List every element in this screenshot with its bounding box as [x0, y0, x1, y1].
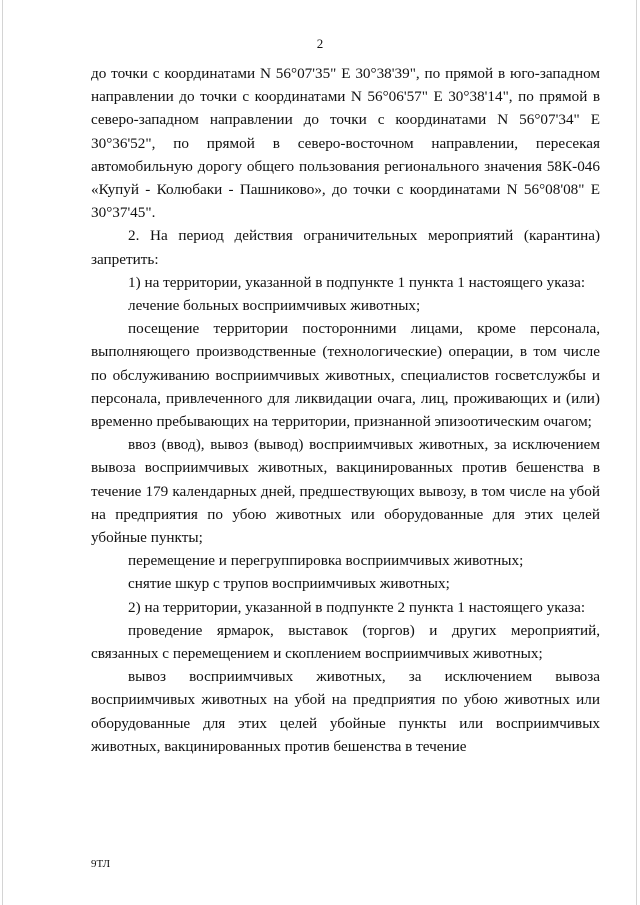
footer-code: 9ТЛ: [91, 858, 111, 870]
scan-edge-right: [636, 0, 637, 905]
paragraph-movement-ban: перемещение и перегруппировка восприимчивых животных;: [128, 552, 524, 570]
scan-edge-left: [2, 0, 3, 905]
paragraph-coordinates: до точки с координатами N 56°07'35" E 30°38'39", по прямой в юго-западном направлении до точки с координатами N 56°06'57" E 30°38'14", по прямой в северо-западном направлении до точки с координатами N 56°07'34" E 30°36'52", по прямой в северо-восточном направлении, пересекая автомобильную дорогу общего пользования регионального значения 58К-046 «Купуй - Колюбаки - Пашниково», до точки с координатами N 56°08'08" E 30°37'45".: [91, 65, 600, 222]
document-body: [91, 62, 600, 758]
paragraph-subitem-1: 1) на территории, указанной в подпункте 1 пункта 1 настоящего указа:: [128, 273, 586, 291]
page-number: 2: [316, 36, 324, 51]
paragraph-import-export-ban: ввоз (ввод), вывоз (вывод) восприимчивых животных, за исключением вывоза восприимчивых животных, вакцинированных против бешенства в течение 179 календарных дней, предшествующих вывозу, в том числе на убой на предприятия по убою животных или оборудованные для этих целей убойные пункты;: [91, 436, 600, 547]
paragraph-treatment-ban: лечение больных восприимчивых животных;: [128, 297, 421, 315]
paragraph-skinning-ban: снятие шкур с трупов восприимчивых животных;: [128, 575, 450, 593]
paragraph-export-ban: вывоз восприимчивых животных, за исключением вывоза восприимчивых животных на убой на предприятия по убою животных или оборудованные для этих целей убойные пункты или восприимчивых животных, вакцинированных против бешенства в течение: [91, 668, 600, 755]
paragraph-item-2-heading: 2. На период действия ограничительных мероприятий (карантина) запретить:: [91, 227, 600, 268]
paragraph-visit-ban: посещение территории посторонними лицами, кроме персонала, выполняющего производственные (технологические) операции, в том числе по обслуживанию восприимчивых животных, специалистов госветслужбы и персонала, привлеченного для ликвидации очага, лиц, проживающих и (или) временно пребывающих на территории, признанной эпизоотическим очагом;: [91, 320, 600, 431]
paragraph-subitem-2: 2) на территории, указанной в подпункте 2 пункта 1 настоящего указа:: [128, 598, 586, 616]
paragraph-fairs-ban: проведение ярмарок, выставок (торгов) и других мероприятий, связанных с перемещением и скоплением восприимчивых животных;: [91, 621, 600, 663]
